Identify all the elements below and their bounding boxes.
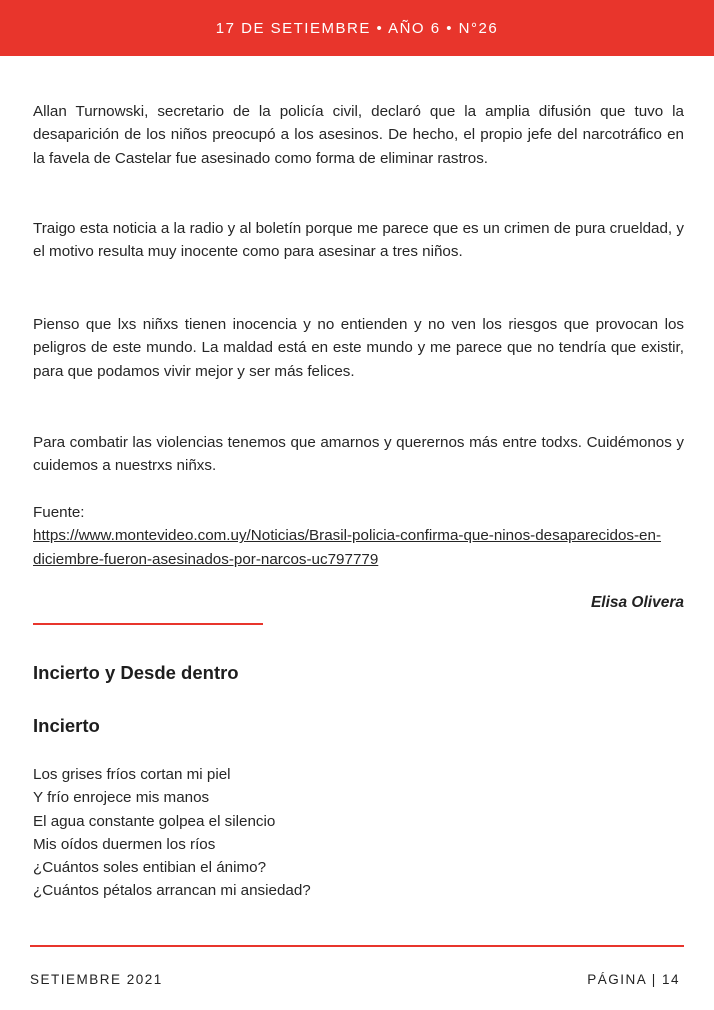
page-header <box>0 0 714 56</box>
poem-line: El agua constante golpea el silencio <box>33 812 276 830</box>
footer-date: SETIEMBRE 2021 <box>30 972 163 987</box>
section-title: Incierto y Desde dentro <box>33 662 239 683</box>
poem-lines <box>33 763 311 903</box>
article-paragraph-1: Allan Turnowski, secretario de la policía civil, declaró que la amplia difusión que tuvo la desaparición de los niños preocupó a los asesinos. De hecho, el propio jefe del narcotráfico en la favela de Castelar fue asesinado como forma de eliminar rastros. <box>33 103 684 167</box>
source-label: Fuente: <box>33 504 85 521</box>
header-issue-info: 17 DE SETIEMBRE • AÑO 6 • N°26 <box>215 19 499 37</box>
poem-line: Mis oídos duermen los ríos <box>33 835 216 853</box>
section-divider <box>33 623 263 625</box>
poem-title: Incierto <box>33 715 100 736</box>
footer-divider <box>30 945 684 947</box>
article-paragraph-3: Pienso que lxs niñxs tienen inocencia y no entienden y no ven los riesgos que provocan los peligros de este mundo. La maldad está en este mundo y me parece que no tendría que existir, para que podamos vivir mejor y ser más felices. <box>33 316 684 380</box>
poem-line: ¿Cuántos soles entibian el ánimo? <box>33 859 267 877</box>
footer-page-number: PÁGINA | 14 <box>587 972 680 987</box>
poem-line: ¿Cuántos pétalos arrancan mi ansiedad? <box>33 882 311 900</box>
poem-line: Y frío enrojece mis manos <box>33 789 210 807</box>
article-author: Elisa Olivera <box>590 594 684 611</box>
article-paragraph-2: Traigo esta noticia a la radio y al boletín porque me parece que es un crimen de pura crueldad, y el motivo resulta muy inocente como para asesinar a tres niños. <box>33 220 684 261</box>
article-source <box>33 501 684 571</box>
source-link[interactable]: https://www.montevideo.com.uy/Noticias/Brasil-policia-confirma-que-ninos-desaparecidos-en-diciembre-fueron-asesinados-por-narcos-uc797779 <box>33 527 662 568</box>
poem-line: Los grises fríos cortan mi piel <box>33 766 231 783</box>
article-paragraph-4: Para combatir las violencias tenemos que amarnos y querernos más entre todxs. Cuidémonos y cuidemos a nuestrxs niñxs. <box>33 434 684 475</box>
